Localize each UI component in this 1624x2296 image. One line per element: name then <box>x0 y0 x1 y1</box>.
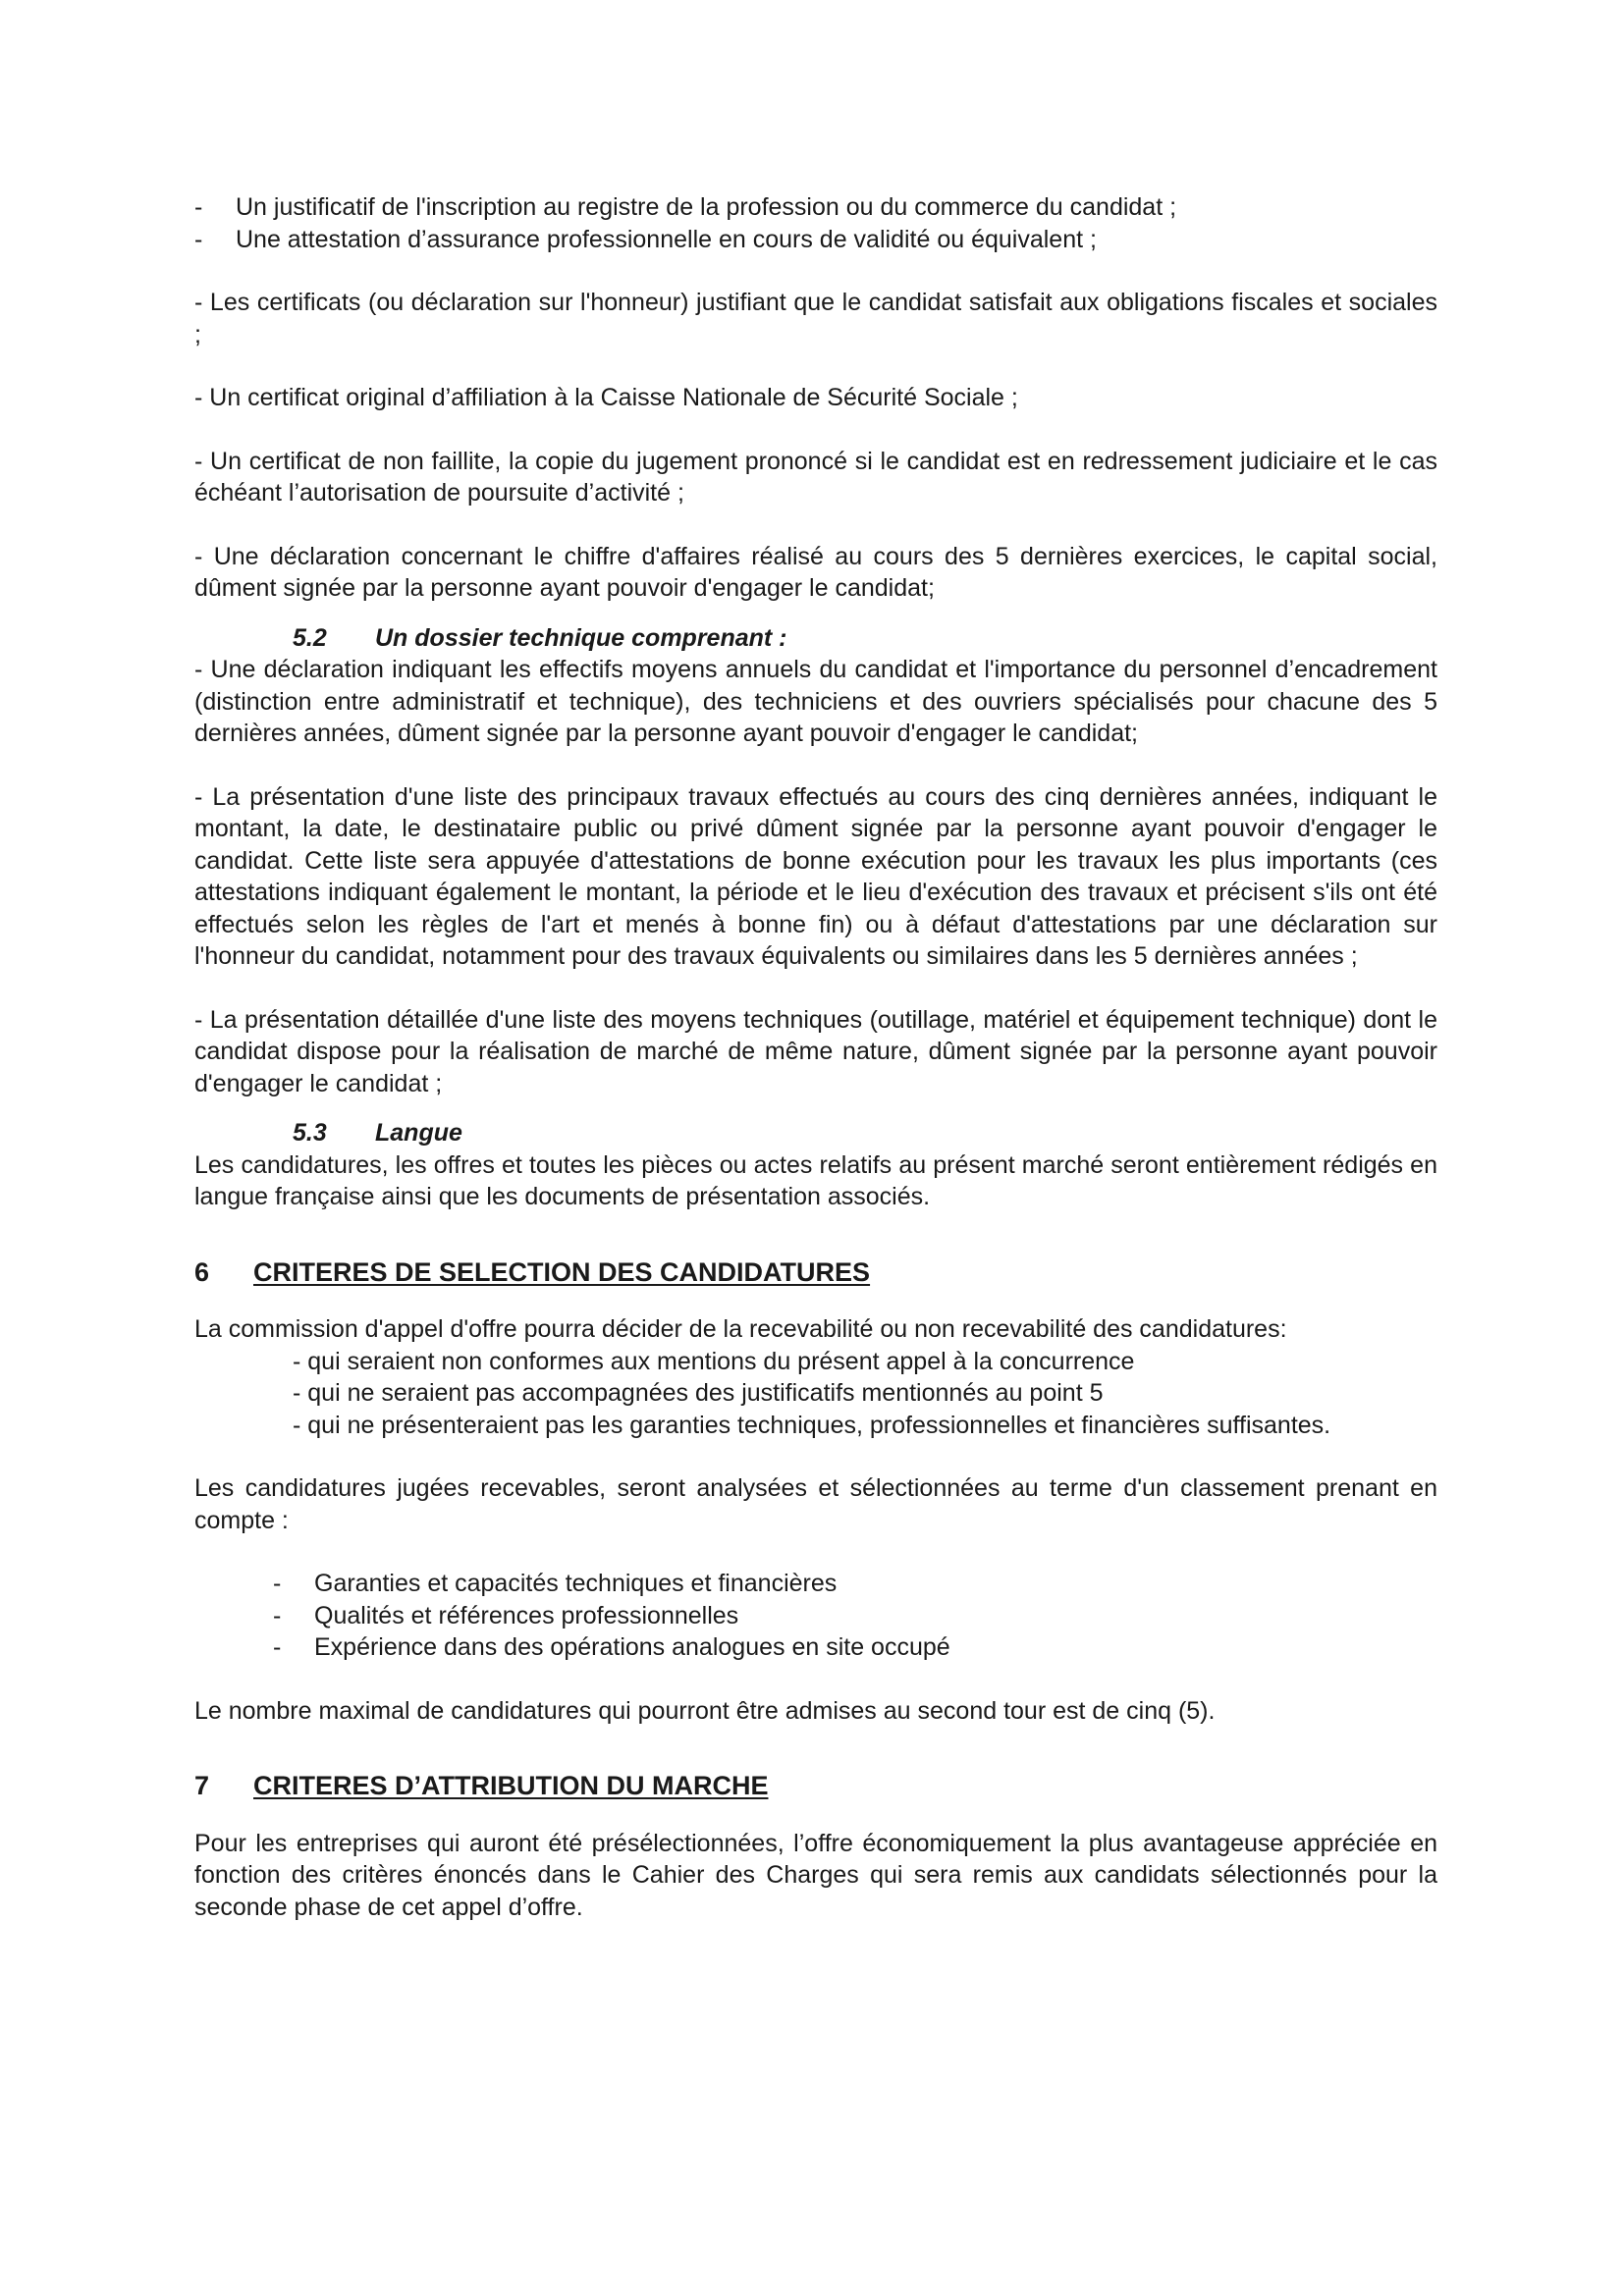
subsection-title: Un dossier technique comprenant : <box>375 623 787 652</box>
list-item-text: Expérience dans des opérations analogues en site occupé <box>314 1633 950 1661</box>
list-item: - Garanties et capacités techniques et financières <box>273 1568 1437 1600</box>
list-item-text: Qualités et références professionnelles <box>314 1601 739 1629</box>
section-title: CRITERES DE SELECTION DES CANDIDATURES <box>253 1256 871 1287</box>
list-item: - Une attestation d’assurance professionnelle en cours de validité ou équivalent ; <box>194 224 1437 256</box>
condition-item: - qui ne seraient pas accompagnées des justificatifs mentionnés au point 5 <box>293 1379 1104 1407</box>
paragraph: - La présentation d'une liste des principaux travaux effectués au cours des cinq dernières années, indiquant le montant, la date, le destinataire public ou privé dûment signée par la personne ayant pouvoir d'engager le candidat. Cette liste sera appuyée d'attestations de bonne exécution pour les travaux les plus importants (ces attestations indiquant également le montant, la période et le lieu d'exécution des travaux et précisent s'ils ont été effectués selon les règles de l'art et menés à bonne fin) ou à défaut d'attestations par une déclaration sur l'honneur du candidat, notamment pour des travaux équivalents ou similaires dans les 5 dernières années ; <box>194 782 1437 970</box>
list-item-text: Garanties et capacités techniques et financières <box>314 1570 838 1597</box>
condition-item: - qui ne présenteraient pas les garanties techniques, professionnelles et financières suffisantes. <box>293 1411 1331 1439</box>
paragraph: - Un certificat de non faillite, la copie du jugement prononcé si le candidat est en redressement judiciaire et le cas échéant l’autorisation de poursuite d’activité ; <box>194 447 1437 507</box>
section-number: 7 <box>194 1771 210 1800</box>
criteria-list <box>194 1568 1437 1664</box>
condition-item: - qui seraient non conformes aux mentions du présent appel à la concurrence <box>293 1347 1135 1375</box>
subsection-title: Langue <box>375 1119 462 1147</box>
section-title: CRITERES D’ATTRIBUTION DU MARCHE <box>253 1771 769 1800</box>
paragraph: - Une déclaration concernant le chiffre d'affaires réalisé au cours des 5 dernières exercices, le capital social, dûment signée par la personne ayant pouvoir d'engager le candidat; <box>194 542 1437 602</box>
list-item-text: Une attestation d’assurance professionnelle en cours de validité ou équivalent ; <box>236 225 1097 253</box>
list-item-text: Un justificatif de l'inscription au registre de la profession ou du commerce du candidat ; <box>236 193 1177 221</box>
paragraph: La commission d'appel d'offre pourra décider de la recevabilité ou non recevabilité des candidatures: <box>194 1315 1287 1343</box>
subsection-number: 5.2 <box>293 623 327 652</box>
section-number: 6 <box>194 1256 210 1287</box>
list-item: - Expérience dans des opérations analogues en site occupé <box>273 1631 1437 1664</box>
paragraph: - Un certificat original d’affiliation à la Caisse Nationale de Sécurité Sociale ; <box>194 384 1018 411</box>
paragraph: - La présentation détaillée d'une liste des moyens techniques (outillage, matériel et équipement technique) dont le candidat dispose pour la réalisation de marché de même nature, dûment signée par la personne ayant pouvoir d'engager le candidat ; <box>194 1005 1437 1097</box>
paragraph: Les candidatures jugées recevables, seront analysées et sélectionnées au terme d'un classement prenant en compte : <box>194 1474 1437 1534</box>
paragraph: Pour les entreprises qui auront été présélectionnées, l’offre économiquement la plus avantageuse appréciée en fonction des critères énoncés dans le Cahier des Charges qui sera remis aux candidats sélectionnés pour la seconde phase de cet appel d’offre. <box>194 1829 1437 1921</box>
subsection-heading-5-2 <box>293 622 1437 655</box>
subsection-heading-5-3 <box>293 1117 1437 1149</box>
list-item: - Un justificatif de l'inscription au registre de la profession ou du commerce du candidat ; <box>194 191 1437 224</box>
paragraph: - Les certificats (ou déclaration sur l'honneur) justifiant que le candidat satisfait aux obligations fiscales et sociales ; <box>194 289 1437 348</box>
paragraph: - Une déclaration indiquant les effectifs moyens annuels du candidat et l'importance du personnel d’encadrement (distinction entre administratif et technique), des techniciens et des ouvriers spécialisés pour chacune des 5 dernières années, dûment signée par la personne ayant pouvoir d'engager le candidat; <box>194 656 1437 747</box>
section-heading-7 <box>194 1770 1437 1802</box>
paragraph: Le nombre maximal de candidatures qui pourront être admises au second tour est de cinq (5). <box>194 1696 1216 1725</box>
section-heading-6 <box>194 1256 1437 1289</box>
paragraph: Les candidatures, les offres et toutes les pièces ou actes relatifs au présent marché seront entièrement rédigés en langue française ainsi que les documents de présentation associés. <box>194 1150 1437 1210</box>
list-item: - Qualités et références professionnelles <box>273 1600 1437 1632</box>
subsection-number: 5.3 <box>293 1119 327 1147</box>
